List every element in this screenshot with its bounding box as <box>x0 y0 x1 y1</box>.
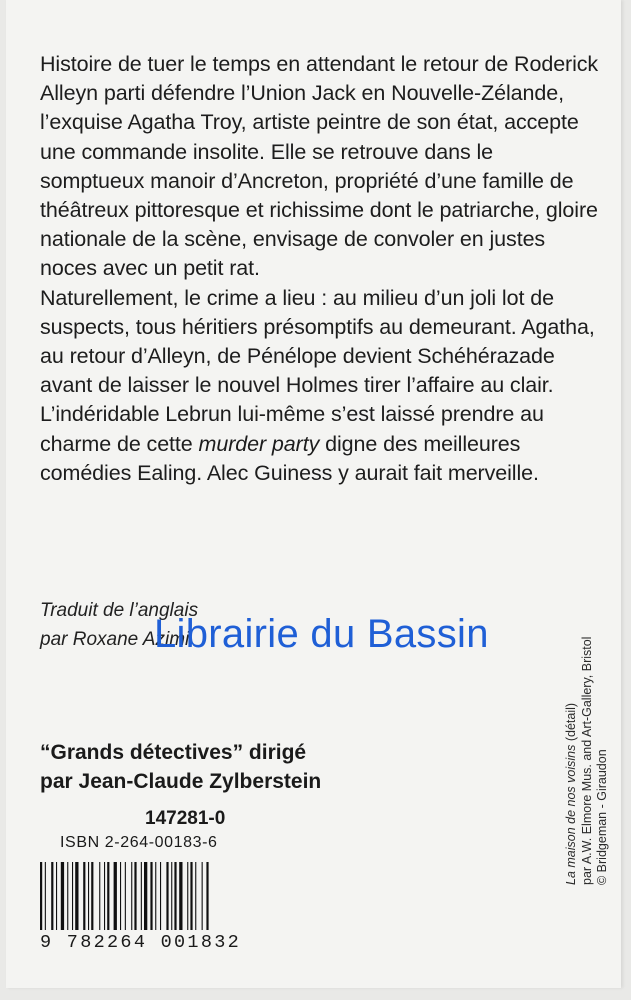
collection-credit <box>40 738 321 796</box>
collection-line-1: “Grands détectives” dirigé <box>40 741 307 764</box>
product-code: 147281-0 <box>145 808 226 829</box>
bookstore-watermark: Librairie du Bassin <box>154 612 489 656</box>
credits-artwork-title: La maison de nos voisins <box>564 744 578 885</box>
translator-line-2: par Roxane Azimi <box>40 629 190 650</box>
translator-line-1: Traduit de l’anglais <box>40 600 199 621</box>
image-credits <box>554 575 629 885</box>
blurb-paragraph-2 <box>40 284 600 488</box>
blurb-paragraph-1: Histoire de tuer le temps en attendant le retour de Roderick Alleyn parti défendre l’Union Jack en Nouvelle-Zélande, l’exquise Agatha Troy, artiste peintre de son état, accepte une commande insolite. Elle se retrouve dans le somptueux manoir d’Ancreton, propriété d’une famille de théâtreux pittoresque et richissime dont le patriarche, gloire nationale de la scène, envisage de convoler en justes noces avec un petit rat. <box>40 52 599 281</box>
barcode <box>40 862 250 930</box>
blurb-paragraph-2-end: digne des meilleures comédies Ealing. Alec Guiness y aurait fait merveille. <box>40 431 539 485</box>
collection-line-2: par Jean-Claude Zylberstein <box>40 770 322 793</box>
credits-line-2: par A.W. Elmore Mus. and Art-Gallery, Bristol <box>579 636 594 885</box>
blurb-text <box>40 50 600 488</box>
book-back-cover <box>6 0 621 988</box>
credits-detail: (détail) <box>564 702 578 745</box>
credits-line-3: © Bridgeman - Giraudon <box>595 749 609 885</box>
isbn-number: ISBN 2-264-00183-6 <box>60 834 218 851</box>
blurb-italic-phrase: murder party <box>198 431 320 456</box>
barcode-number: 9 782264 001832 <box>40 932 242 953</box>
credits-line-1 <box>564 575 580 885</box>
blurb-paragraph-2-start: Naturellement, le crime a lieu : au milieu d’un joli lot de suspects, tous héritiers présomptifs au demeurant. Agatha, au retour d’Alleyn, de Pénélope devient Schéhérazade avant de laisser le nouvel Holmes tirer l’affaire au clair. L’indéridable Lebrun lui-même s’est laissé prendre au charme de cette <box>40 285 595 456</box>
